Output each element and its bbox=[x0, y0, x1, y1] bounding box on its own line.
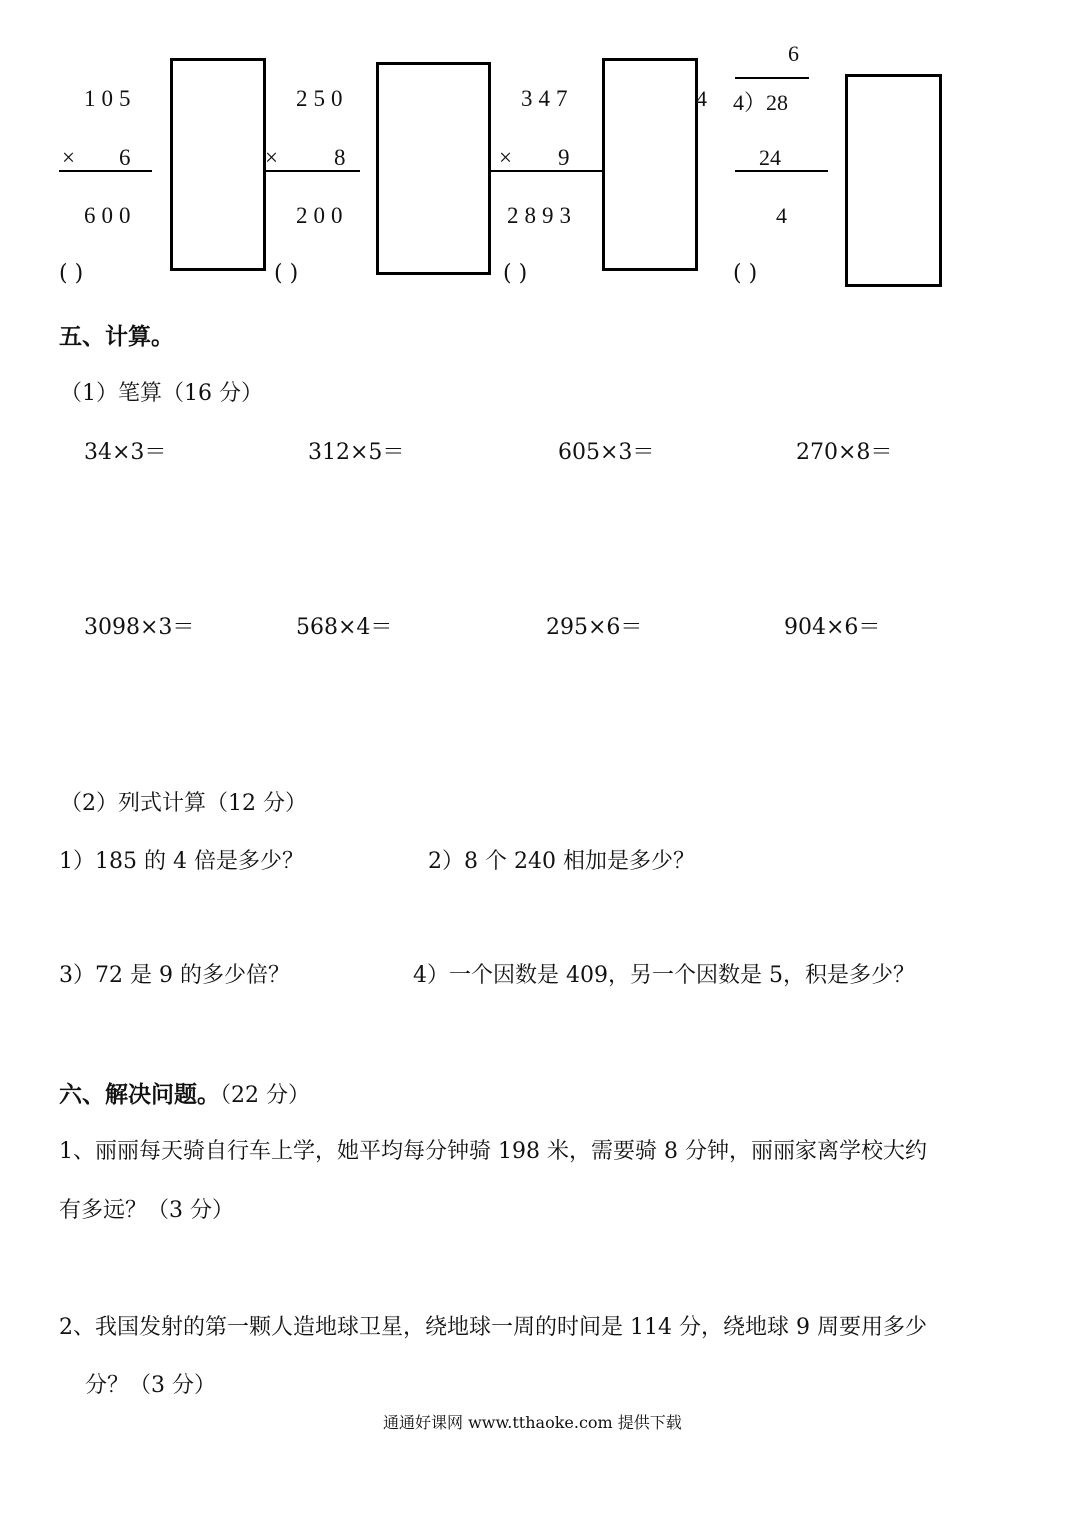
item1-result: 600 bbox=[84, 203, 137, 228]
item1-multiplier: 6 bbox=[119, 145, 137, 170]
item3-multiply-sign: × bbox=[499, 145, 518, 170]
calc-row1-item4: 270×8＝ bbox=[796, 440, 893, 465]
section5-part1-label: （1）笔算（16 分） bbox=[60, 381, 263, 406]
calc-row2-item4: 904×6＝ bbox=[784, 615, 881, 640]
item4-quotient-rule bbox=[735, 77, 809, 79]
item3-correction-box[interactable] bbox=[602, 58, 698, 271]
section5-heading: 五、计算。 bbox=[59, 323, 174, 350]
calc-row1-item1: 34×3＝ bbox=[84, 440, 167, 465]
item2-top-number: 250 bbox=[296, 86, 349, 111]
item1-correction-box[interactable] bbox=[170, 58, 266, 271]
item4-stray-digit: 4 bbox=[696, 86, 707, 111]
item1-top-number: 105 bbox=[84, 86, 137, 111]
problem1-line2: 有多远？（3 分） bbox=[59, 1198, 234, 1223]
section6-heading: 六、解决问题。 bbox=[59, 1081, 220, 1108]
item4-correction-box[interactable] bbox=[845, 74, 942, 287]
item2-rule bbox=[266, 170, 360, 172]
problem2-line1: 2、我国发射的第一颗人造地球卫星，绕地球一周的时间是 114 分，绕地球 9 周要用多少 bbox=[59, 1315, 927, 1340]
section5-part2-label: （2）列式计算（12 分） bbox=[60, 791, 307, 816]
calc-row1-item2: 312×5＝ bbox=[308, 440, 405, 465]
calc-row2-item3: 295×6＝ bbox=[546, 615, 643, 640]
item2-answer-parens[interactable]: ( ) bbox=[274, 261, 299, 286]
word-calc-q1: 1）185 的 4 倍是多少？ bbox=[59, 849, 304, 874]
item3-multiplier: 9 bbox=[558, 145, 576, 170]
item2-multiply-sign: × bbox=[265, 145, 284, 170]
calc-row1-item3: 605×3＝ bbox=[558, 440, 655, 465]
item3-rule bbox=[491, 170, 603, 172]
item4-subtract-rule bbox=[735, 170, 828, 172]
page-footer: 通通好课网 www.tthaoke.com 提供下载 bbox=[383, 1413, 682, 1432]
item2-multiplier: 8 bbox=[334, 145, 352, 170]
problem2-line2: 分？（3 分） bbox=[85, 1373, 216, 1398]
item3-top-number: 347 bbox=[521, 86, 574, 111]
calc-row2-item1: 3098×3＝ bbox=[84, 615, 195, 640]
item4-subtrahend: 24 bbox=[759, 145, 781, 170]
item3-result: 2893 bbox=[507, 203, 577, 228]
problem1-line1: 1、丽丽每天骑自行车上学，她平均每分钟骑 198 米，需要骑 8 分钟，丽丽家离学校大约 bbox=[59, 1139, 927, 1164]
item4-divisor-dividend: 4）28 bbox=[733, 90, 789, 115]
item4-remainder: 4 bbox=[776, 203, 787, 228]
word-calc-q4: 4）一个因数是 409，另一个因数是 5，积是多少？ bbox=[413, 963, 915, 988]
item1-rule bbox=[59, 170, 152, 172]
item4-quotient: 6 bbox=[788, 41, 799, 66]
item1-multiply-sign: × bbox=[62, 145, 81, 170]
section6-score: （22 分） bbox=[220, 1083, 310, 1108]
word-calc-q3: 3）72 是 9 的多少倍？ bbox=[59, 963, 290, 988]
item4-answer-parens[interactable]: ( ) bbox=[733, 261, 758, 286]
item2-result: 200 bbox=[296, 203, 349, 228]
calc-row2-item2: 568×4＝ bbox=[296, 615, 393, 640]
item2-correction-box[interactable] bbox=[376, 62, 491, 275]
section6-heading-row bbox=[59, 1076, 310, 1109]
item1-answer-parens[interactable]: ( ) bbox=[59, 261, 84, 286]
word-calc-q2: 2）8 个 240 相加是多少？ bbox=[428, 849, 695, 874]
item3-answer-parens[interactable]: ( ) bbox=[503, 261, 528, 286]
